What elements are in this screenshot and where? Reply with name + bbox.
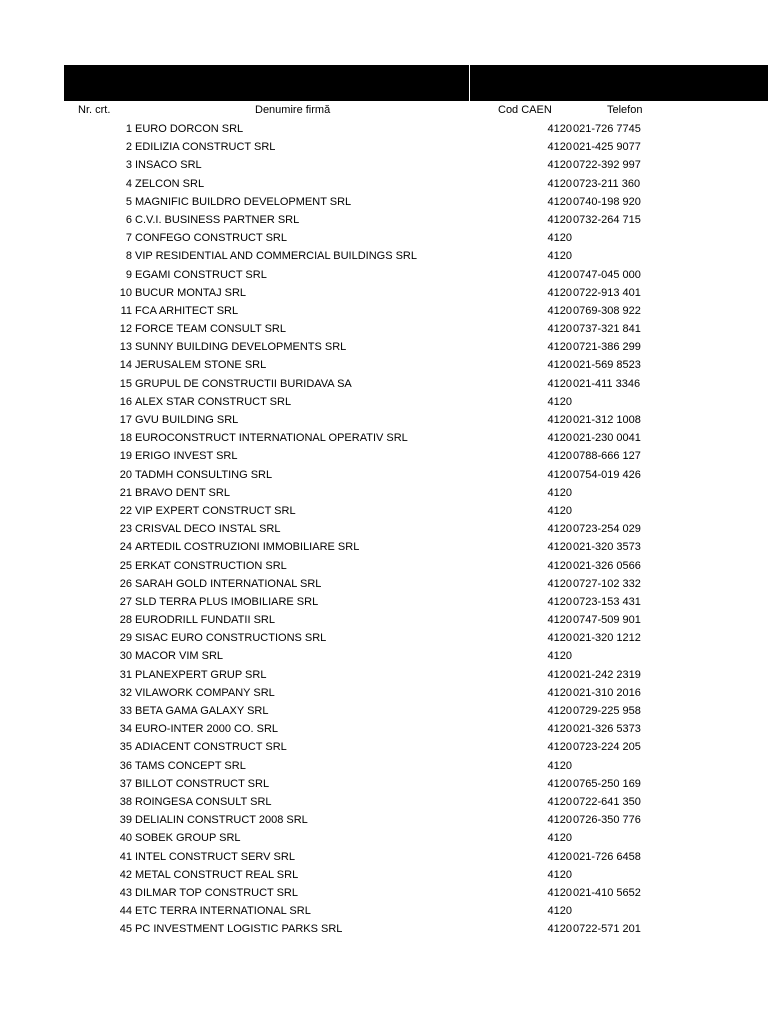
caen-code: 4120 <box>547 705 572 717</box>
phone-number: 0721-386 299 <box>573 341 641 354</box>
caen-code: 4120 <box>547 886 572 899</box>
row-number: 31 <box>119 668 132 681</box>
phone-number: 021-410 5652 <box>573 886 641 899</box>
row-number: 38 <box>119 795 132 808</box>
phone-number: 0754-019 426 <box>573 468 641 481</box>
table-row <box>0 884 768 902</box>
phone-number: 0722-571 201 <box>573 923 641 936</box>
row-number: 16 <box>119 395 132 408</box>
title-band-divider <box>469 65 470 101</box>
caen-code: 4120 <box>547 432 572 445</box>
caen-code: 4120 <box>547 541 572 554</box>
phone-number: 0722-392 997 <box>573 159 641 172</box>
company-name: ERKAT CONSTRUCTION SRL <box>135 559 287 572</box>
caen-code: 4120 <box>547 250 572 263</box>
company-name: BRAVO DENT SRL <box>135 486 230 499</box>
row-number: 41 <box>119 850 132 863</box>
phone-number: 0740-198 920 <box>573 195 641 208</box>
company-name: C.V.I. BUSINESS PARTNER SRL <box>135 213 300 226</box>
row-number: 28 <box>119 614 132 627</box>
row-number: 4 <box>125 177 132 190</box>
company-name: EURO DORCON SRL <box>135 123 244 135</box>
row-number: 14 <box>119 359 132 372</box>
phone-number: 0722-641 350 <box>573 795 641 808</box>
table-row <box>0 229 768 247</box>
caen-code: 4120 <box>547 377 572 390</box>
company-name: EUROCONSTRUCT INTERNATIONAL OPERATIV SRL <box>135 432 408 445</box>
company-name: PLANEXPERT GRUP SRL <box>135 668 267 681</box>
company-name: EURODRILL FUNDATII SRL <box>135 614 275 627</box>
row-number: 40 <box>119 832 132 845</box>
caen-code: 4120 <box>547 595 572 608</box>
table-row <box>0 647 768 665</box>
caen-code: 4120 <box>547 232 572 245</box>
company-name: GRUPUL DE CONSTRUCTII BURIDAVA SA <box>135 377 352 390</box>
row-number: 5 <box>125 195 132 208</box>
row-number: 35 <box>119 741 132 754</box>
caen-code: 4120 <box>547 868 572 881</box>
company-name: BETA GAMA GALAXY SRL <box>135 705 269 717</box>
phone-number: 0747-045 000 <box>573 268 641 281</box>
table-row <box>0 593 768 611</box>
caen-code: 4120 <box>547 341 572 354</box>
company-name: ERIGO INVEST SRL <box>135 450 238 463</box>
company-name: ADIACENT CONSTRUCT SRL <box>135 741 287 754</box>
row-number: 42 <box>119 868 132 881</box>
row-number: 21 <box>119 486 132 499</box>
row-number: 8 <box>125 250 132 263</box>
caen-code: 4120 <box>547 159 572 172</box>
phone-number: 021-726 6458 <box>573 850 641 863</box>
row-number: 1 <box>125 123 132 135</box>
caen-code: 4120 <box>547 832 572 845</box>
row-number: 32 <box>119 686 132 699</box>
phone-number: 0723-254 029 <box>573 523 641 536</box>
company-name: DELIALIN CONSTRUCT 2008 SRL <box>135 814 308 827</box>
row-number: 18 <box>119 432 132 445</box>
row-number: 25 <box>119 559 132 572</box>
caen-code: 4120 <box>547 795 572 808</box>
table-title-band <box>64 65 768 101</box>
table-row <box>0 738 768 756</box>
row-number: 19 <box>119 450 132 463</box>
caen-code: 4120 <box>547 650 572 663</box>
row-number: 33 <box>119 705 132 717</box>
table-row <box>0 302 768 320</box>
header-caen-code: Cod CAEN <box>498 104 552 116</box>
phone-number: 0769-308 922 <box>573 304 641 317</box>
phone-number: 0727-102 332 <box>573 577 641 590</box>
table-row <box>0 720 768 738</box>
table-row <box>0 247 768 265</box>
row-number: 13 <box>119 341 132 354</box>
row-number: 6 <box>125 213 132 226</box>
phone-number: 0732-264 715 <box>573 213 641 226</box>
phone-number: 0747-509 901 <box>573 614 641 627</box>
caen-code: 4120 <box>547 723 572 736</box>
caen-code: 4120 <box>547 668 572 681</box>
caen-code: 4120 <box>547 468 572 481</box>
table-row <box>0 866 768 884</box>
table-row <box>0 920 768 938</box>
company-name: TADMH CONSULTING SRL <box>135 468 273 481</box>
company-name: MACOR VIM SRL <box>135 650 224 663</box>
caen-code: 4120 <box>547 577 572 590</box>
company-name: VIP EXPERT CONSTRUCT SRL <box>135 504 296 517</box>
company-name: EDILIZIA CONSTRUCT SRL <box>135 141 276 154</box>
phone-number: 0788-666 127 <box>573 450 641 463</box>
company-name: TAMS CONCEPT SRL <box>135 759 246 772</box>
phone-number: 0729-225 958 <box>573 705 641 717</box>
table-row <box>0 902 768 920</box>
phone-number: 0765-250 169 <box>573 777 641 790</box>
caen-code: 4120 <box>547 359 572 372</box>
row-number: 11 <box>120 304 132 317</box>
row-number: 26 <box>119 577 132 590</box>
company-name: PC INVESTMENT LOGISTIC PARKS SRL <box>135 923 343 936</box>
row-number: 37 <box>119 777 132 790</box>
row-number: 27 <box>119 595 132 608</box>
caen-code: 4120 <box>547 741 572 754</box>
table-row <box>0 629 768 647</box>
caen-code: 4120 <box>547 777 572 790</box>
table-row <box>0 284 768 302</box>
phone-number: 0723-211 360 <box>573 177 641 190</box>
caen-code: 4120 <box>547 286 572 299</box>
phone-number: 021-310 2016 <box>573 686 641 699</box>
header-nr: Nr. crt. <box>78 104 111 116</box>
phone-number: 021-569 8523 <box>573 359 641 372</box>
table-row <box>0 266 768 284</box>
caen-code: 4120 <box>547 559 572 572</box>
phone-number: 021-411 3346 <box>573 377 641 390</box>
phone-number: 0723-224 205 <box>573 741 641 754</box>
company-name: EURO-INTER 2000 CO. SRL <box>135 723 279 736</box>
row-number: 2 <box>125 141 132 154</box>
caen-code: 4120 <box>547 814 572 827</box>
caen-code: 4120 <box>547 504 572 517</box>
row-number: 44 <box>119 905 132 918</box>
caen-code: 4120 <box>547 414 572 426</box>
table-row <box>0 156 768 174</box>
company-name: INTEL CONSTRUCT SERV SRL <box>135 850 295 863</box>
table-row <box>0 393 768 411</box>
phone-number: 021-326 0566 <box>573 559 641 572</box>
table-row <box>0 702 768 720</box>
table-row <box>0 411 768 429</box>
table-row <box>0 211 768 229</box>
table-row <box>0 611 768 629</box>
caen-code: 4120 <box>547 923 572 936</box>
phone-number: 021-320 1212 <box>573 632 641 645</box>
caen-code: 4120 <box>547 395 572 408</box>
caen-code: 4120 <box>547 905 572 918</box>
company-name: FORCE TEAM CONSULT SRL <box>135 323 286 336</box>
table-row <box>0 375 768 393</box>
table-row <box>0 138 768 156</box>
header-phone: Telefon <box>607 104 643 116</box>
caen-code: 4120 <box>547 850 572 863</box>
company-name: CONFEGO CONSTRUCT SRL <box>135 232 287 245</box>
header-company-name: Denumire firmă <box>255 104 331 116</box>
table-row <box>0 848 768 866</box>
company-name: ETC TERRA INTERNATIONAL SRL <box>135 905 311 918</box>
table-row <box>0 775 768 793</box>
company-name: INSACO SRL <box>135 159 202 172</box>
company-name: ZELCON SRL <box>135 177 205 190</box>
row-number: 30 <box>119 650 132 663</box>
row-number: 20 <box>119 468 132 481</box>
phone-number: 021-242 2319 <box>573 668 641 681</box>
phone-number: 021-726 7745 <box>573 123 641 135</box>
table-row <box>0 484 768 502</box>
company-name: ALEX STAR CONSTRUCT SRL <box>135 395 292 408</box>
company-name: DILMAR TOP CONSTRUCT SRL <box>135 886 298 899</box>
table-row <box>0 538 768 556</box>
row-number: 24 <box>119 541 132 554</box>
row-number: 29 <box>119 632 132 645</box>
caen-code: 4120 <box>547 614 572 627</box>
row-number: 15 <box>119 377 132 390</box>
table-row <box>0 466 768 484</box>
row-number: 9 <box>125 268 132 281</box>
row-number: 17 <box>119 414 132 426</box>
company-name: BILLOT CONSTRUCT SRL <box>135 777 270 790</box>
column-headers <box>0 102 768 118</box>
table-row <box>0 175 768 193</box>
table-row <box>0 338 768 356</box>
caen-code: 4120 <box>547 450 572 463</box>
row-number: 45 <box>119 923 132 936</box>
table-row <box>0 666 768 684</box>
company-name: SLD TERRA PLUS IMOBILIARE SRL <box>135 595 319 608</box>
company-name: SISAC EURO CONSTRUCTIONS SRL <box>135 632 327 645</box>
phone-number: 021-320 3573 <box>573 541 641 554</box>
caen-code: 4120 <box>547 523 572 536</box>
table-row <box>0 575 768 593</box>
row-number: 36 <box>119 759 132 772</box>
phone-number: 021-425 9077 <box>573 141 641 154</box>
phone-number: 021-312 1008 <box>573 414 641 426</box>
table-row <box>0 502 768 520</box>
caen-code: 4120 <box>547 177 572 190</box>
table-row <box>0 757 768 775</box>
row-number: 22 <box>119 504 132 517</box>
company-name: JERUSALEM STONE SRL <box>135 359 267 372</box>
caen-code: 4120 <box>547 759 572 772</box>
row-number: 10 <box>119 286 132 299</box>
table-row <box>0 356 768 374</box>
company-name: SARAH GOLD INTERNATIONAL SRL <box>135 577 322 590</box>
company-name: BUCUR MONTAJ SRL <box>135 286 247 299</box>
company-name: CRISVAL DECO INSTAL SRL <box>135 523 281 536</box>
caen-code: 4120 <box>547 123 572 135</box>
row-number: 39 <box>119 814 132 827</box>
caen-code: 4120 <box>547 141 572 154</box>
phone-number: 0726-350 776 <box>573 814 641 827</box>
table-row <box>0 320 768 338</box>
table-row <box>0 120 768 138</box>
caen-code: 4120 <box>547 323 572 336</box>
row-number: 7 <box>125 232 132 245</box>
caen-code: 4120 <box>547 632 572 645</box>
row-number: 12 <box>119 323 132 336</box>
row-number: 43 <box>119 886 132 899</box>
caen-code: 4120 <box>547 195 572 208</box>
table-row <box>0 447 768 465</box>
company-name: VILAWORK COMPANY SRL <box>135 686 275 699</box>
phone-number: 0722-913 401 <box>573 286 641 299</box>
table-row <box>0 811 768 829</box>
company-name: VIP RESIDENTIAL AND COMMERCIAL BUILDINGS SRL <box>135 250 417 263</box>
table-row <box>0 829 768 847</box>
company-name: METAL CONSTRUCT REAL SRL <box>135 868 299 881</box>
company-name: ARTEDIL COSTRUZIONI IMMOBILIARE SRL <box>135 541 360 554</box>
phone-number: 021-326 5373 <box>573 723 641 736</box>
company-name: MAGNIFIC BUILDRO DEVELOPMENT SRL <box>135 195 352 208</box>
phone-number: 0723-153 431 <box>573 595 641 608</box>
company-name: ROINGESA CONSULT SRL <box>135 795 272 808</box>
caen-code: 4120 <box>547 304 572 317</box>
caen-code: 4120 <box>547 268 572 281</box>
table-row <box>0 793 768 811</box>
table-row <box>0 193 768 211</box>
company-table <box>0 120 768 938</box>
row-number: 23 <box>119 523 132 536</box>
company-name: SUNNY BUILDING DEVELOPMENTS SRL <box>135 341 347 354</box>
table-row <box>0 429 768 447</box>
table-row <box>0 557 768 575</box>
caen-code: 4120 <box>547 486 572 499</box>
company-name: FCA ARHITECT SRL <box>135 304 239 317</box>
row-number: 3 <box>125 159 132 172</box>
row-number: 34 <box>119 723 132 736</box>
company-name: EGAMI CONSTRUCT SRL <box>135 268 267 281</box>
phone-number: 0737-321 841 <box>573 323 641 336</box>
company-name: GVU BUILDING SRL <box>135 414 239 426</box>
caen-code: 4120 <box>547 213 572 226</box>
table-row <box>0 520 768 538</box>
phone-number: 021-230 0041 <box>573 432 641 445</box>
caen-code: 4120 <box>547 686 572 699</box>
table-row <box>0 684 768 702</box>
company-name: SOBEK GROUP SRL <box>135 832 241 845</box>
